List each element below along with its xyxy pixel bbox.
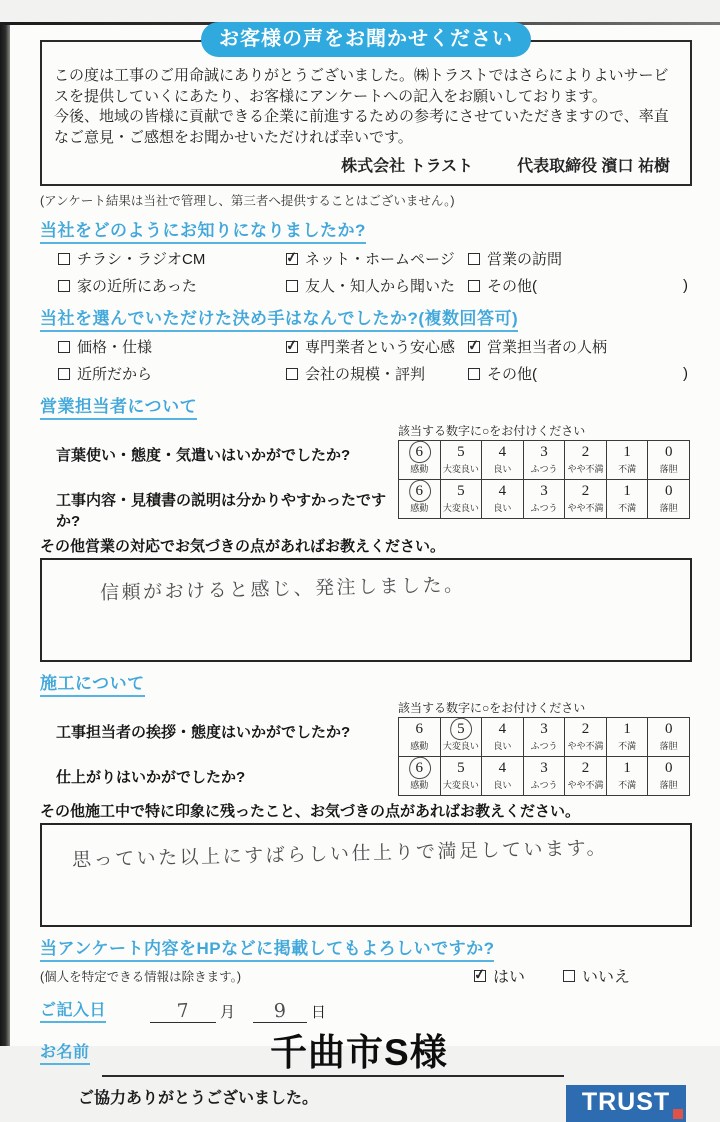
- paren-close: ): [683, 277, 688, 295]
- construction-question-1: 工事担当者の挨拶・態度はいかがでしたか?: [56, 723, 351, 741]
- rating-cell[interactable]: [440, 717, 482, 756]
- rating-number: 5: [457, 721, 465, 738]
- checkbox-icon[interactable]: [58, 280, 70, 292]
- checkbox-icon[interactable]: [286, 368, 298, 380]
- option-label: 専門業者という安心感: [305, 339, 456, 357]
- rating-number: 5: [457, 483, 465, 500]
- rating-cell[interactable]: [482, 479, 524, 518]
- q-source-heading: 当社をどのようにお知りになりましたか?: [40, 216, 366, 244]
- name-label: お名前: [40, 1039, 90, 1065]
- option-label: 友人・知人から聞いた: [305, 278, 456, 296]
- handwritten-comment: 思っていた以上にすばらしい仕上りで満足しています。: [71, 836, 609, 871]
- option-label: その他(: [487, 278, 537, 296]
- option-friend: [286, 275, 468, 297]
- date-month-field[interactable]: [150, 1000, 216, 1023]
- rating-label: 大変良い: [442, 780, 479, 791]
- rating-cell[interactable]: [399, 756, 441, 795]
- company-name: 株式会社 トラスト: [341, 157, 474, 175]
- rating-label: 大変良い: [442, 503, 479, 514]
- rating-number: 6: [415, 483, 424, 500]
- rating-label: 大変良い: [442, 464, 479, 475]
- sales-comment-box[interactable]: [40, 558, 692, 662]
- rating-cell[interactable]: [648, 479, 690, 518]
- rating-cell[interactable]: [565, 717, 607, 756]
- rating-cell[interactable]: [565, 479, 607, 518]
- rating-number: 1: [623, 483, 631, 500]
- rating-number: 2: [581, 721, 590, 738]
- customer-name: 千曲市S様: [270, 1031, 448, 1073]
- rating-label: 良い: [493, 741, 512, 752]
- rating-cell[interactable]: [523, 717, 565, 756]
- option-label: 会社の規模・評判: [305, 366, 426, 384]
- construction-question-2: 仕上がりはいかがでしたか?: [56, 768, 246, 786]
- rating-label: 良い: [493, 780, 512, 791]
- publish-note: (個人を特定できる情報は除きます。): [40, 969, 242, 984]
- rating-cell[interactable]: [606, 756, 648, 795]
- checkbox-icon[interactable]: [468, 368, 480, 380]
- trust-logo-text: TRUST: [581, 1087, 671, 1116]
- rating-cell[interactable]: [606, 440, 648, 479]
- rating-number: 5: [457, 444, 465, 461]
- option-no: [563, 965, 630, 987]
- checkbox-icon[interactable]: [58, 253, 70, 265]
- rating-cell[interactable]: [482, 756, 524, 795]
- rating-number: 6: [415, 760, 424, 777]
- rating-cell[interactable]: [648, 756, 690, 795]
- rating-number: 2: [581, 483, 590, 500]
- rating-label: やや不満: [567, 464, 604, 475]
- rating-number: 5: [457, 760, 465, 777]
- handwritten-comment: 信頼がおけると感じ、発注しました。: [99, 573, 466, 604]
- rating-label: 良い: [493, 464, 512, 475]
- rating-number: 4: [498, 483, 507, 500]
- option-label: 価格・仕様: [77, 339, 153, 357]
- option-label: 近所だから: [77, 366, 153, 384]
- option-price: [58, 336, 286, 358]
- rating-label: 不満: [618, 780, 637, 791]
- option-label: 営業担当者の人柄: [487, 339, 608, 357]
- rating-number: 3: [540, 444, 548, 461]
- rating-label: やや不満: [567, 741, 604, 752]
- rating-cell[interactable]: [399, 717, 441, 756]
- rating-label: ふつう: [530, 503, 558, 514]
- scale-note: 該当する数字に○をお付けください: [398, 423, 586, 438]
- option-sales-visit: [468, 248, 692, 270]
- checkbox-icon[interactable]: [468, 253, 480, 265]
- rating-cell[interactable]: [523, 756, 565, 795]
- rating-cell[interactable]: [482, 440, 524, 479]
- option-label: いいえ: [581, 969, 630, 987]
- checkbox-icon[interactable]: [58, 341, 70, 353]
- option-net-homepage: [286, 248, 468, 270]
- date-day-value: 9: [273, 999, 287, 1023]
- rating-number: 1: [623, 444, 631, 461]
- option-other: [468, 363, 692, 385]
- rating-cell[interactable]: [440, 479, 482, 518]
- rating-label: 落胆: [659, 780, 678, 791]
- date-day-field[interactable]: [253, 1000, 307, 1023]
- option-yes: [474, 965, 525, 987]
- rating-number: 1: [623, 721, 631, 738]
- construction-comment-box[interactable]: [40, 823, 692, 927]
- sales-question-1: 言葉使い・態度・気遣いはいかがでしたか?: [56, 446, 351, 464]
- banner-title: お客様の声をお聞かせください: [201, 22, 531, 57]
- option-label: 営業の訪問: [487, 251, 563, 269]
- rating-label: やや不満: [567, 780, 604, 791]
- checkbox-icon[interactable]: [286, 253, 298, 265]
- rating-number: 6: [415, 721, 424, 738]
- rating-cell[interactable]: [440, 756, 482, 795]
- q-reason-heading: 当社を選んでいただけた決め手はなんでしたか?(複数回答可): [40, 304, 518, 332]
- option-label: その他(: [487, 366, 537, 384]
- rating-number: 6: [415, 444, 424, 461]
- rating-cell[interactable]: [606, 479, 648, 518]
- option-salesperson: [468, 336, 692, 358]
- rating-number: 4: [498, 721, 507, 738]
- checkbox-icon[interactable]: [58, 368, 70, 380]
- rating-cell[interactable]: [440, 440, 482, 479]
- scan-edge-left: [0, 22, 10, 1046]
- rating-label: 不満: [618, 464, 637, 475]
- rating-cell[interactable]: [648, 440, 690, 479]
- intro-paragraph-1: この度は工事のご用命誠にありがとうございました。㈱トラストではさらによりよいサービスを提供していくにあたり、お客様にアンケートへの記入をお願いしております。: [54, 67, 669, 105]
- rating-cell[interactable]: [399, 440, 441, 479]
- option-near-house: [58, 275, 286, 297]
- rating-cell[interactable]: [565, 440, 607, 479]
- option-label: ネット・ホームページ: [305, 251, 455, 269]
- rating-number: 4: [498, 760, 507, 777]
- rating-number: 0: [664, 483, 673, 500]
- paren-close: ): [683, 365, 688, 383]
- rating-number: 3: [540, 483, 548, 500]
- rating-label: ふつう: [530, 780, 558, 791]
- rating-label: ふつう: [530, 741, 558, 752]
- logo-red-square-icon: [673, 1109, 683, 1119]
- checkbox-icon[interactable]: [563, 970, 575, 982]
- sales-question-2: 工事内容・見積書の説明は分かりやすかったですか?: [56, 491, 387, 530]
- rating-number: 1: [623, 760, 631, 777]
- rating-label: 落胆: [659, 464, 678, 475]
- sales-section-heading: 営業担当者について: [40, 392, 197, 420]
- rating-cell[interactable]: [399, 479, 441, 518]
- checkbox-icon[interactable]: [286, 341, 298, 353]
- rating-label: 良い: [493, 503, 512, 514]
- rating-number: 4: [498, 444, 507, 461]
- rating-number: 0: [664, 760, 673, 777]
- rating-number: 2: [581, 760, 590, 777]
- rating-number: 2: [581, 444, 590, 461]
- trust-logo: [566, 1085, 686, 1122]
- rating-label: 不満: [618, 741, 637, 752]
- option-chirashi: [58, 248, 286, 270]
- rating-label: 感動: [410, 741, 429, 752]
- date-label: ご記入日: [40, 997, 106, 1023]
- construction-section-heading: 施工について: [40, 669, 145, 697]
- option-other: [468, 275, 692, 297]
- rating-label: 感動: [410, 780, 429, 791]
- intro-box: [40, 40, 692, 186]
- checkbox-icon[interactable]: [286, 280, 298, 292]
- rating-label: 落胆: [659, 503, 678, 514]
- rating-label: 不満: [618, 503, 637, 514]
- rating-cell[interactable]: [523, 479, 565, 518]
- scale-note: 該当する数字に○をお付けください: [398, 700, 586, 715]
- option-reputation: [286, 363, 468, 385]
- rating-number: 3: [540, 760, 548, 777]
- checkbox-icon[interactable]: [468, 280, 480, 292]
- option-neighborhood: [58, 363, 286, 385]
- privacy-note: (アンケート結果は当社で管理し、第三者へ提供することはございません。): [40, 193, 455, 208]
- construction-rating-table: [398, 717, 690, 796]
- rating-label: 落胆: [659, 741, 678, 752]
- rating-cell[interactable]: [648, 717, 690, 756]
- rating-label: ふつう: [530, 464, 558, 475]
- rating-number: 0: [664, 444, 673, 461]
- survey-document: [0, 22, 720, 1116]
- representative-name: 代表取締役 濱口 祐樹: [517, 157, 670, 175]
- rating-cell[interactable]: [523, 440, 565, 479]
- rating-number: 0: [664, 721, 673, 738]
- rating-label: 大変良い: [442, 741, 479, 752]
- rating-label: 感動: [410, 503, 429, 514]
- sales-rating-table: [398, 440, 690, 519]
- option-label: 家の近所にあった: [77, 278, 197, 296]
- checkbox-icon[interactable]: [468, 341, 480, 353]
- date-month-value: 7: [176, 999, 190, 1023]
- intro-paragraph-2: 今後、地域の皆様に貢献できる企業に前進するための参考にさせていただきますので、率直なご意見・ご感想をお聞かせいただければ幸いです。: [54, 108, 669, 147]
- option-specialist: [286, 336, 468, 358]
- rating-cell[interactable]: [565, 756, 607, 795]
- rating-cell[interactable]: [482, 717, 524, 756]
- construction-free-label: その他施工中で特に印象に残ったこと、お気づきの点があればお教えください。: [40, 802, 581, 820]
- rating-cell[interactable]: [606, 717, 648, 756]
- rating-number: 3: [540, 721, 548, 738]
- month-unit: 月: [220, 1003, 236, 1021]
- option-label: チラシ・ラジオCM: [77, 251, 206, 269]
- option-label: はい: [492, 969, 525, 987]
- rating-label: 感動: [410, 464, 429, 475]
- checkbox-icon[interactable]: [474, 970, 486, 982]
- rating-label: やや不満: [567, 503, 604, 514]
- thanks-text: ご協力ありがとうございました。: [78, 1089, 319, 1107]
- day-unit: 日: [311, 1003, 327, 1021]
- sales-free-label: その他営業の対応でお気づきの点があればお教えください。: [40, 537, 446, 555]
- publish-heading: 当アンケート内容をHPなどに掲載してもよろしいですか?: [40, 934, 494, 962]
